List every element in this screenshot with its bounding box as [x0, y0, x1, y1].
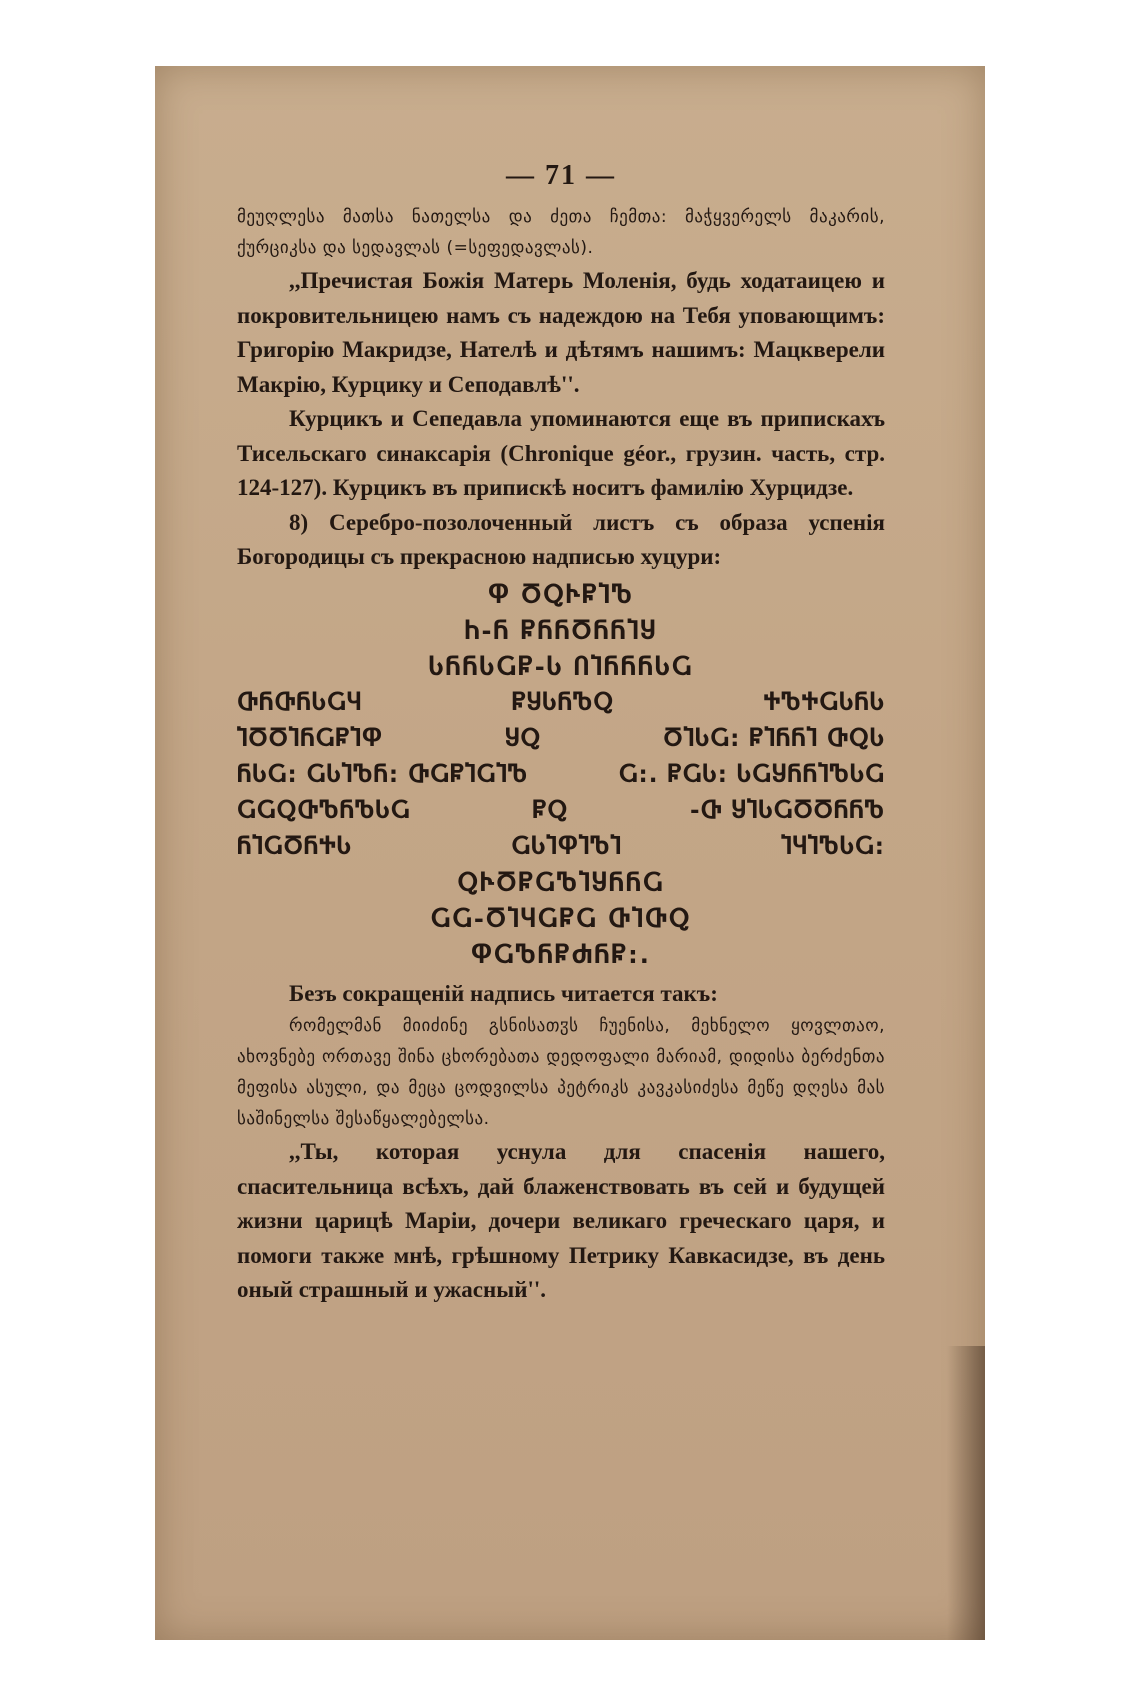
- paragraph-prayer-translation: ,,Пречистая Божія Матерь Моленія, будь ходатаицею и покровительницею намъ съ надеждою на Тебя уповающимъ: Григорію Макридзе, Нателѣ и дѣтямъ нашимъ: Мацкверели Макрію, Курцику и Сеподавлѣ''.: [237, 268, 885, 397]
- paragraph-kurtsik-note: Курцикъ и Сепедавла упоминаются еще въ припискахъ Тисельскаго синаксарія (Chronique géor., грузин. часть, стр. 124-127). Курцикъ въ припискѣ носитъ фамилію Хурцидзе.: [237, 406, 885, 500]
- inscription-line: ႺႺ-ႣႨႷႺႼႺ ႧႨႧႭ: [430, 904, 692, 933]
- khutsuri-inscription: [237, 577, 885, 973]
- page-number: — 71 —: [506, 160, 616, 191]
- inscription-line: ႨႣႣႨႬႺႼႨႴ ႸႭ ႣႨႱႺ: ႼႨႬႬႨ ႧႭႱ: [237, 725, 885, 752]
- georgian-paragraph-2: რომელმან მიიძინე გსნისათჳს ჩუენისა, მეხნელო ყოვლთაო, ახოვნებე ორთავე შინა ცხორებათა დედოფალი მარიამ, დიდისა ბერძენთა მეფისა ასული, და მეცა ცოდვილსა პეტრიკს კავკასიძესა მეწე დღესა მას საშინელსა შესაწყალებელსა.: [237, 1016, 885, 1129]
- book-page: [155, 66, 985, 1640]
- inscription-line: ႴႺႪႬႼႻႬႼ:.: [471, 940, 651, 969]
- inscription-line: Ⴔ ႣႭჁႼႨႪ: [488, 580, 634, 609]
- paragraph-item-8: 8) Серебро-позолоченный листъ съ образа успенія Богородицы съ прекрасною надписью хуцури:: [237, 509, 885, 569]
- paragraph-final-translation: ,,Ты, которая уснула для спасенія нашего, спасительница всѣхъ, дай блаженствовать въ сей и будущей жизни царицѣ Маріи, дочери великаго греческаго царя, и помоги также мнѣ, грѣшному Петрику Кавкасидзе, въ день оный страшный и ужасный''.: [237, 1139, 885, 1302]
- inscription-line: ႭჁႣႼႺႪႨႸႬႬႺ: [457, 868, 665, 897]
- inscription-line: ႺႺႭႧႪႬႪႱႺ ႼႭ -Ⴇ ႸႨႱႺႣႣႬႬႪ: [237, 797, 885, 824]
- inscription-line: ႧႬႧႬႱႺႷ ႼႸႱႬႪႭ ႵႪႵႺႱႬႱ: [237, 689, 885, 716]
- paragraph-reading-intro: Безъ сокращеній надпись читается такъ:: [289, 980, 718, 1006]
- inscription-line: ႬႱႺ: ႺႱႨႪႬ: ႧႺႼႨႺႨႪ Ⴚ:. ႼႺႱ: ႱႺႸႬႬႨႪႱႺ: [237, 761, 885, 788]
- inscription-line: ႬႨႺႣႬႵႱ ႺႱႨႴႨႪႨ ႨႷႨႪႱႺ:: [237, 833, 885, 860]
- inscription-line: Ⴙ-Ⴌ ႼႬႬႣႬႬႨႸ: [464, 616, 658, 645]
- georgian-paragraph-1: მეუღლესა მათსა ნათელსა და ძეთა ჩემთა: მაჭყვერელს მაკარის, ქურციკსა და სედავლას (=სეფედავლას).: [237, 207, 885, 258]
- page-text: [237, 160, 885, 1308]
- inscription-line: ႱႬႬႱႺႼ-Ⴑ ႶႨႬႬႬႱႺ: [428, 652, 694, 681]
